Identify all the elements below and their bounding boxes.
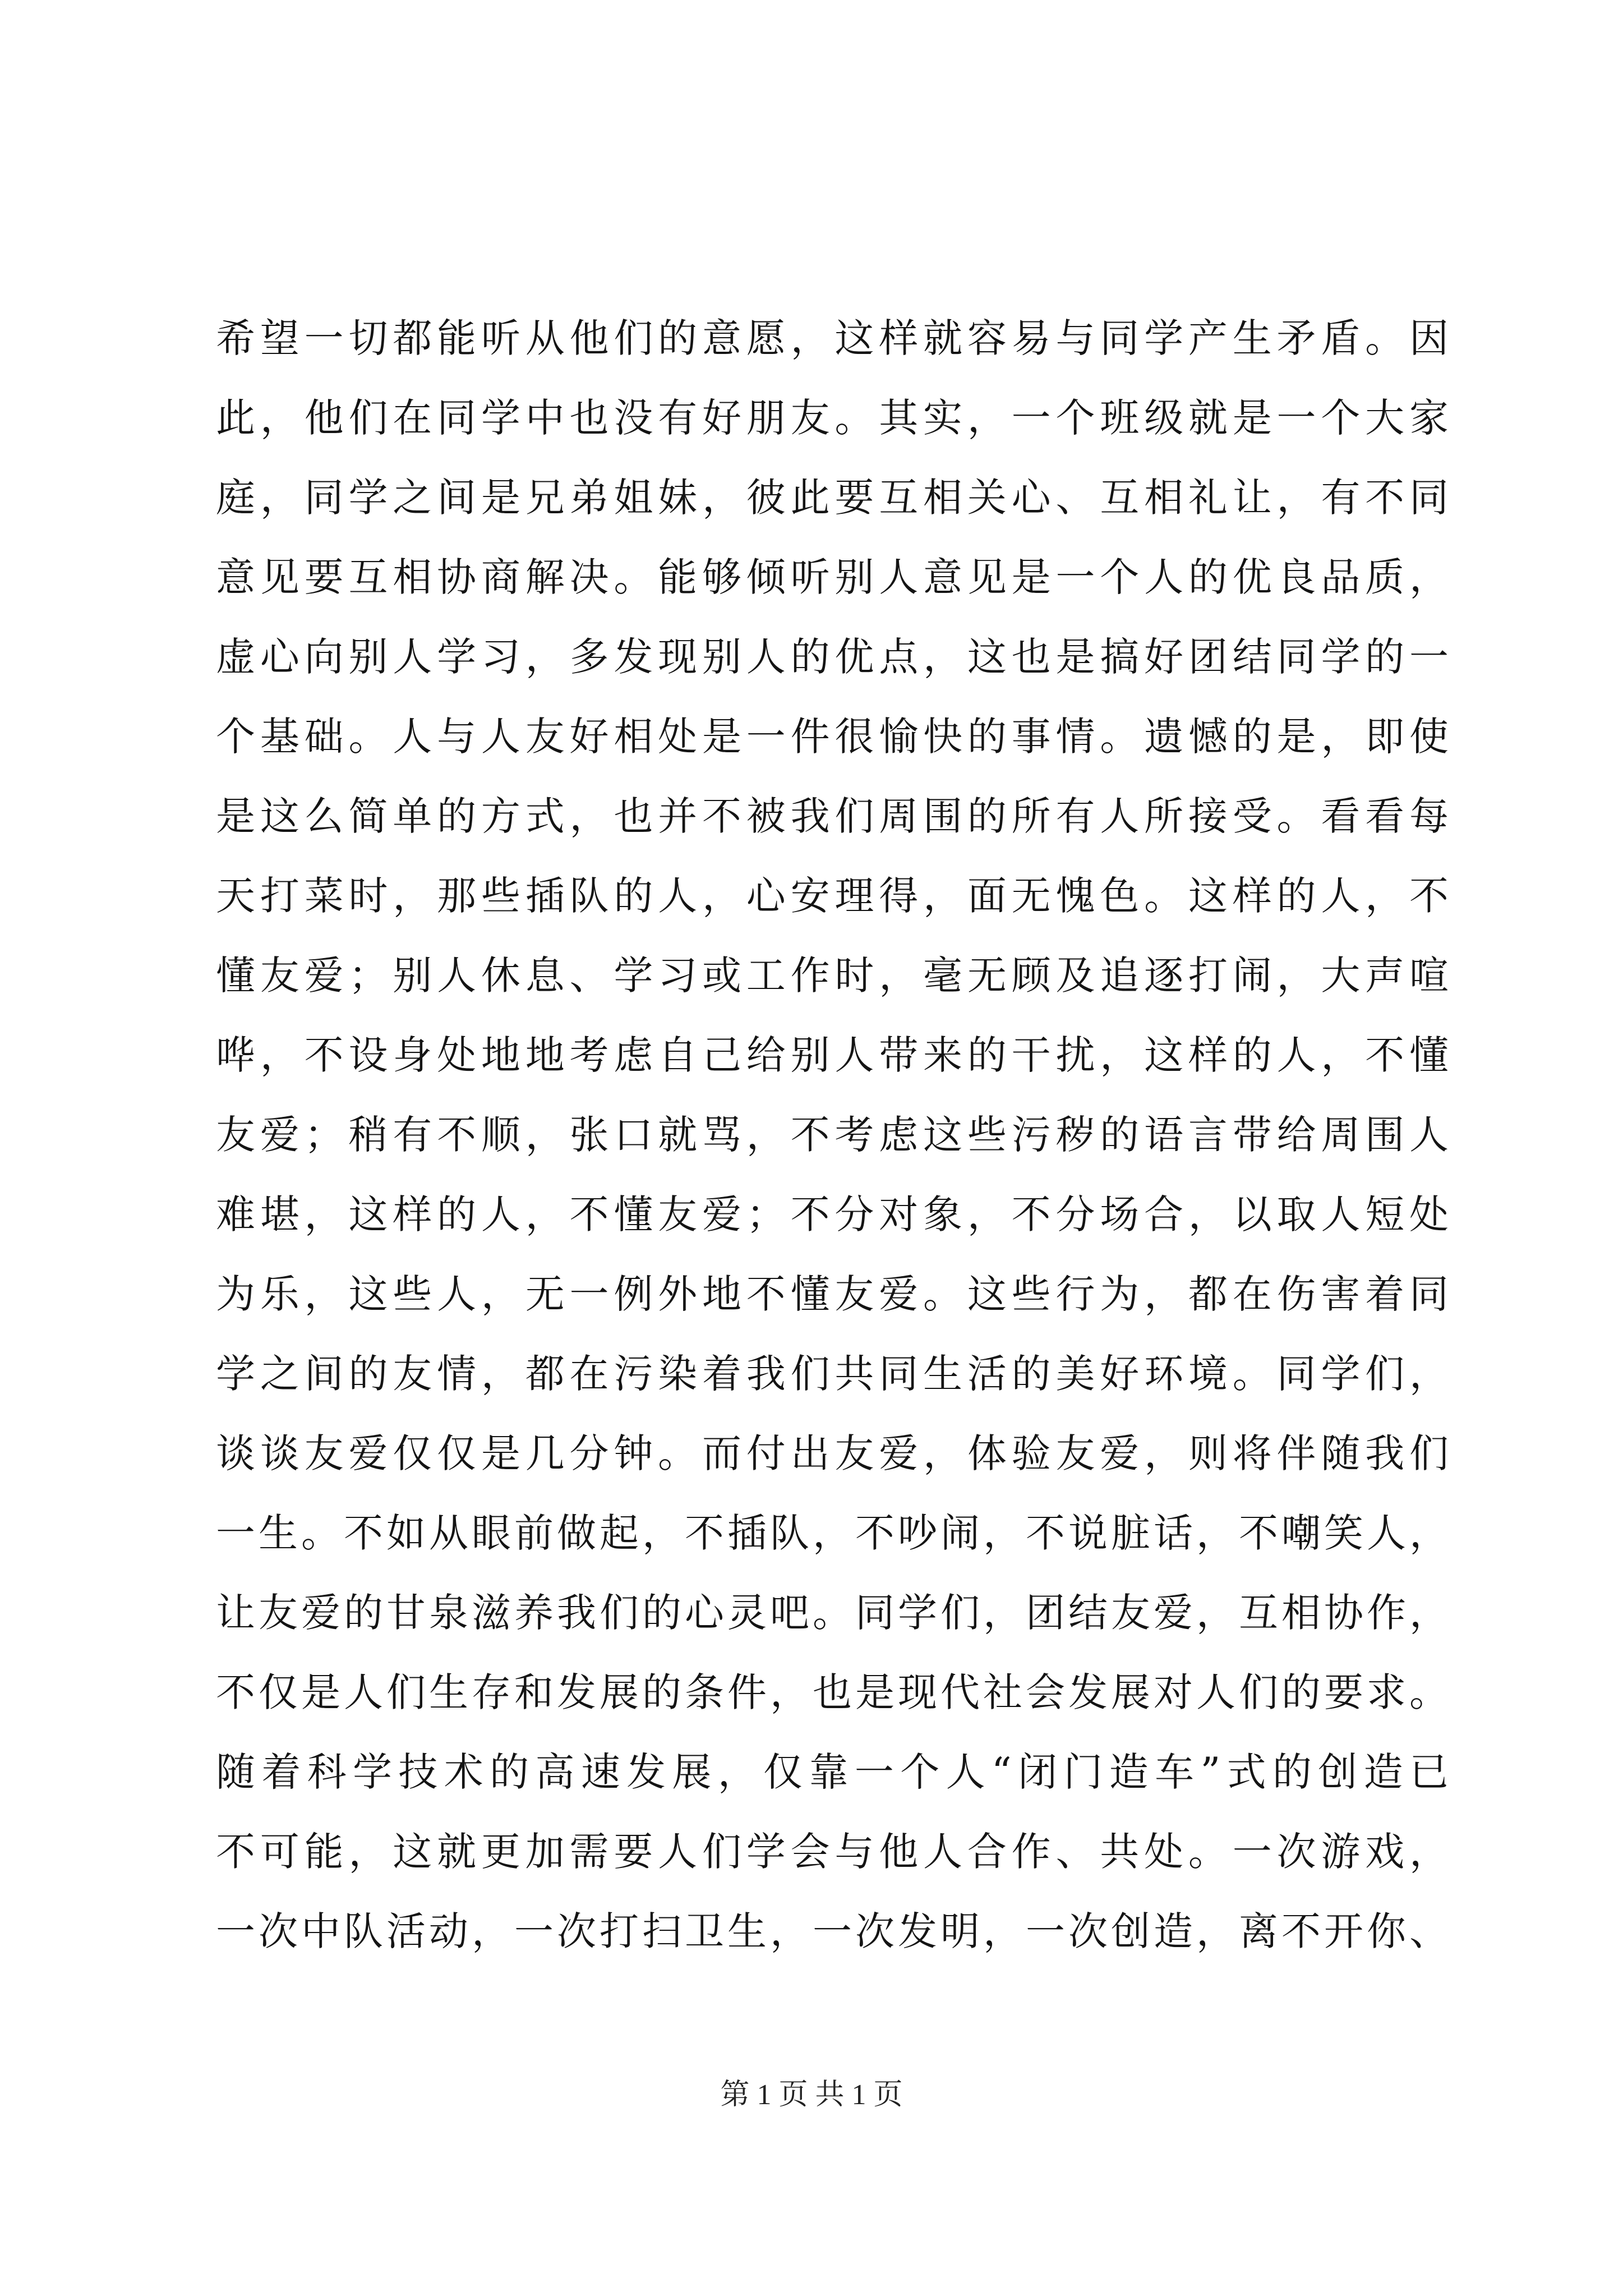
text-line: 随着科学技术的高速发展，仅靠一个人“闭门造车”式的创造已: [216, 1749, 1450, 1795]
text-line: 虚心向别人学习，多发现别人的优点，这也是搞好团结同学的一: [216, 634, 1450, 680]
text-line: 庭，同学之间是兄弟姐妹，彼此要互相关心、互相礼让，有不同: [216, 475, 1450, 521]
text-line: 一次中队活动，一次打扫卫生，一次发明，一次创造，离不开你、: [216, 1908, 1450, 1954]
text-line: 让友爱的甘泉滋养我们的心灵吧。同学们，团结友爱，互相协作，: [216, 1590, 1450, 1636]
text-line: 为乐，这些人，无一例外地不懂友爱。这些行为，都在伤害着同: [216, 1271, 1450, 1317]
text-line: 天打菜时，那些插队的人，心安理得，面无愧色。这样的人，不: [216, 873, 1450, 919]
text-line: 希望一切都能听从他们的意愿，这样就容易与同学产生矛盾。因: [216, 315, 1450, 361]
text-line: 懂友爱；别人休息、学习或工作时，毫无顾及追逐打闹，大声喧: [216, 953, 1450, 999]
text-line: 意见要互相协商解决。能够倾听别人意见是一个人的优良品质，: [216, 554, 1450, 600]
text-line: 谈谈友爱仅仅是几分钟。而付出友爱，体验友爱，则将伴随我们: [216, 1430, 1450, 1476]
text-line: 学之间的友情，都在污染着我们共同生活的美好环境。同学们，: [216, 1351, 1450, 1397]
text-line: 友爱；稍有不顺，张口就骂，不考虑这些污秽的语言带给周围人: [216, 1112, 1450, 1158]
text-line: 不仅是人们生存和发展的条件，也是现代社会发展对人们的要求。: [216, 1669, 1450, 1715]
page-footer: 第 1 页 共 1 页: [720, 2079, 903, 2111]
text-line: 个基础。人与人友好相处是一件很愉快的事情。遗憾的是，即使: [216, 714, 1450, 760]
text-line: 不可能，这就更加需要人们学会与他人合作、共处。一次游戏，: [216, 1829, 1450, 1875]
body-paragraph: [216, 298, 1450, 1971]
text-line: 是这么简单的方式，也并不被我们周围的所有人所接受。看看每: [216, 793, 1450, 839]
text-line: 一生。不如从眼前做起，不插队，不吵闹，不说脏话，不嘲笑人，: [216, 1510, 1450, 1556]
text-line: 哗，不设身处地地考虑自己给别人带来的干扰，这样的人，不懂: [216, 1032, 1450, 1078]
text-line: 此，他们在同学中也没有好朋友。其实，一个班级就是一个大家: [216, 395, 1450, 441]
text-line: 难堪，这样的人，不懂友爱；不分对象，不分场合，以取人短处: [216, 1191, 1450, 1237]
